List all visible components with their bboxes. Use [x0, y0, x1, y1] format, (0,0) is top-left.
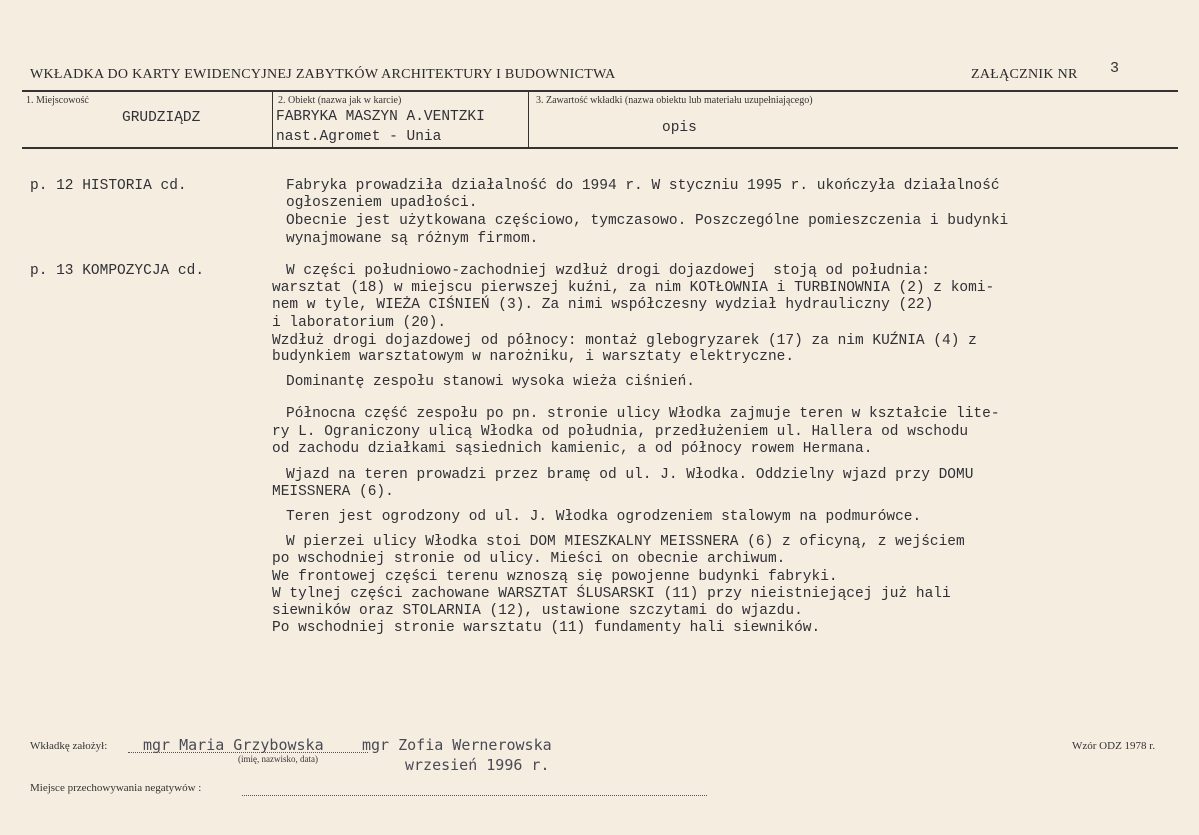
text-line: Wjazd na teren prowadzi przez bramę od ul. J. Włodka. Oddzielny wjazd przy DOMU: [286, 467, 974, 483]
text-line: ogłoszeniem upadłości.: [286, 195, 478, 211]
text-line: Obecnie jest użytkowana częściowo, tymczasowo. Poszczególne pomieszczenia i budynki: [286, 213, 1009, 229]
author-2: mgr Zofia Wernerowska: [362, 736, 552, 754]
text-line: Po wschodniej stronie warsztatu (11) fundamenty hali siewników.: [272, 620, 821, 636]
annex-number: 3: [1110, 60, 1120, 77]
text-line: od zachodu działkami sąsiednich kamienic, a od północy rowem Hermana.: [272, 441, 873, 457]
form-title: WKŁADKA DO KARTY EWIDENCYJNEJ ZABYTKÓW ARCHITEKTURY I BUDOWNICTWA: [30, 67, 616, 82]
text-line: po wschodniej stronie od ulicy. Mieści on obecnie archiwum.: [272, 551, 786, 567]
text-line: W pierzei ulicy Włodka stoi DOM MIESZKALNY MEISSNERA (6) z oficyną, z wejściem: [286, 534, 965, 550]
text-line: We frontowej części terenu wznoszą się powojenne budynki fabryki.: [272, 569, 838, 585]
object-value-line-2: nast.Agromet - Unia: [276, 129, 442, 145]
header-top-rule: [22, 90, 1178, 92]
text-line: i laboratorium (20).: [272, 315, 447, 331]
annex-label: ZAŁĄCZNIK NR: [971, 67, 1078, 82]
text-line: MEISSNERA (6).: [272, 484, 394, 500]
object-label: 2. Obiekt (nazwa jak w karcie): [278, 95, 402, 106]
text-line: siewników oraz STOLARNIA (12), ustawione szczytami do wjazdu.: [272, 603, 803, 619]
text-line: budynkiem warsztatowym w narożniku, i warsztaty elektryczne.: [272, 349, 795, 365]
negatives-label: Miejsce przechowywania negatywów :: [30, 782, 202, 794]
author-1: mgr Maria Grzybowska: [143, 736, 324, 754]
author-hint: (imię, nazwisko, data): [238, 754, 318, 764]
field-divider-1: [272, 91, 273, 147]
content-value: opis: [662, 120, 697, 136]
text-line: wynajmowane są różnym firmom.: [286, 231, 539, 247]
header-bottom-rule: [22, 147, 1178, 149]
section-label-kompozycja: p. 13 KOMPOZYCJA cd.: [30, 263, 205, 279]
text-line: W części południowo-zachodniej wzdłuż drogi dojazdowej stoją od południa:: [286, 263, 930, 279]
text-line: warsztat (18) w miejscu pierwszej kuźni, za nim KOTŁOWNIA i TURBINOWNIA (2) z komi-: [272, 280, 995, 296]
text-line: Teren jest ogrodzony od ul. J. Włodka ogrodzeniem stalowym na podmurówce.: [286, 509, 922, 525]
field-divider-2: [528, 91, 529, 147]
author-dotted-line: [128, 752, 368, 753]
text-line: W tylnej części zachowane WARSZTAT ŚLUSARSKI (11) przy nieistniejącej już hali: [272, 586, 951, 602]
text-line: Północna część zespołu po pn. stronie ulicy Włodka zajmuje teren w kształcie lite-: [286, 406, 1000, 422]
section-label-historia: p. 12 HISTORIA cd.: [30, 178, 187, 194]
text-line: Wzdłuż drogi dojazdowej od północy: montaż glebogryzarek (17) za nim KUŹNIA (4) z: [272, 333, 977, 349]
object-value-line-1: FABRYKA MASZYN A.VENTZKI: [276, 109, 485, 125]
content-label: 3. Zawartość wkładki (nazwa obiektu lub materiału uzupełniającego): [536, 95, 813, 106]
text-line: Fabryka prowadziła działalność do 1994 r. W styczniu 1995 r. ukończyła działalność: [286, 178, 1000, 194]
text-line: nem w tyle, WIEŻA CIŚNIEŃ (3). Za nimi współczesny wydział hydrauliczny (22): [272, 297, 934, 313]
date-value: wrzesień 1996 r.: [405, 756, 550, 774]
form-model: Wzór ODZ 1978 r.: [1072, 740, 1156, 752]
negatives-dotted-line: [242, 795, 707, 796]
text-line: Dominantę zespołu stanowi wysoka wieża ciśnień.: [286, 374, 695, 390]
locality-label: 1. Miejscowość: [26, 95, 89, 106]
text-line: ry L. Ograniczony ulicą Włodka od południa, przedłużeniem ul. Hallera od wschodu: [272, 424, 969, 440]
locality-value: GRUDZIĄDZ: [122, 110, 201, 126]
insert-author-label: Wkładkę założył:: [30, 740, 108, 752]
